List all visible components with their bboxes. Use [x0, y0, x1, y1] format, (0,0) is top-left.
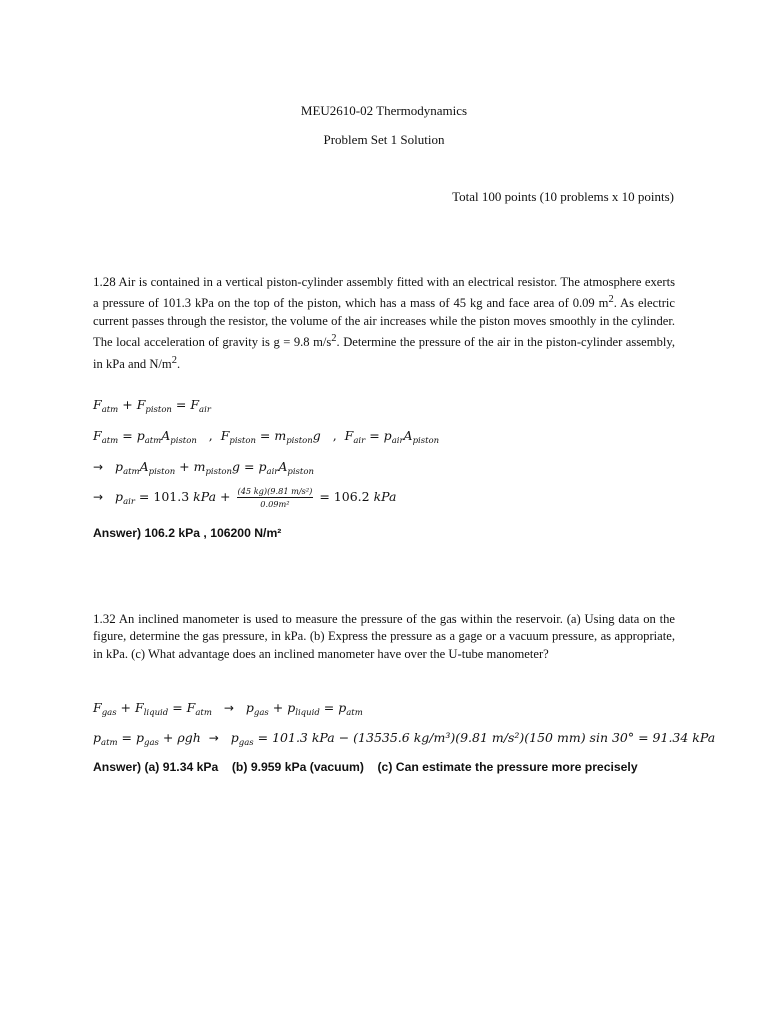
total-points: Total 100 points (10 problems x 10 points) — [452, 189, 674, 204]
equation-air-pressure: → $p_{air} = 101.3$ kPa + $\frac{\text{(45 kg)(9.81 m/s²)}}{\text{0.09m²}}$ = 106.2 kPa — [93, 486, 397, 509]
equation-tail: = 101.3 kPa − (13535.6 kg/m³)(9.81 m/s²)(150 mm) sin 30° = 91.34 kPa — [257, 730, 716, 745]
fraction-numerator: (45 kg)(9.81 m/s²) — [237, 486, 313, 496]
equation-force-definitions: $F_{atm} = p_{atm}A_{piston}$ , $F_{piston} = m_{piston}g$ , $F_{air} = p_{air}A_{piston}$ — [93, 428, 440, 446]
superscript: 2 — [331, 333, 337, 345]
problem-text: . Determine the pressure of the air in the piston-cylinder assembly, in kPa and N/m — [93, 335, 675, 371]
fraction — [237, 486, 314, 509]
problem-text: . — [176, 356, 181, 371]
problem-text: Air is contained in a vertical piston-cylinder assembly fitted with an electrical resistor. The atmosphere exerts a pressure of 101.3 kPa on the top of the piston, which has a mass of 45 kg and face area of 0.09 m — [93, 275, 675, 311]
course-title: MEU2610-02 Thermodynamics — [300, 103, 468, 118]
arrow-icon: → — [93, 490, 104, 504]
problem-number: 1.28 — [93, 274, 116, 289]
answer-1: Answer) 106.2 kPa , 106200 N/m² — [93, 526, 282, 540]
arrow-icon: → — [208, 731, 219, 745]
superscript: 2 — [608, 294, 614, 306]
equation-force-balance: $F_{atm} + F_{piston} = F_{air}$ — [93, 397, 211, 415]
fraction-denominator: 0.09m² — [260, 499, 290, 509]
arrow-icon: → — [93, 460, 104, 474]
equation-force-balance-gas: $F_{gas} + F_{liquid} = F_{atm}$ → $p_{gas} + p_{liquid} = p_{atm}$ — [93, 700, 363, 718]
problem-1-statement — [93, 273, 675, 373]
problem-text: An inclined manometer is used to measure the pressure of the gas within the reservoir. (a) Using data on the figure, determine the gas pressure, in kPa. (b) Express the pressure as a gage or a vacuum pressure, as appropriate, in kPa. (c) What advantage does an inclined manometer have over the U-tube manometer? — [93, 612, 675, 661]
problem-2-statement — [93, 610, 675, 663]
answer-2: Answer) (a) 91.34 kPa (b) 9.959 kPa (vacuum) (c) Can estimate the pressure more precisely — [93, 760, 638, 774]
document-subtitle: Problem Set 1 Solution — [323, 132, 445, 147]
superscript: 2 — [171, 354, 177, 366]
equation-pressure-balance: → $p_{atm}A_{piston} + m_{piston}g = p_{air}A_{piston}$ — [93, 459, 314, 477]
equation-gas-pressure: $p_{atm} = p_{gas} + \rho gh \to p_{gas} = 101.3$ kPa − (13535.6 kg/m³)(9.81 m/s²)(150 mm) sin 30° = 91.34 kPa — [93, 730, 716, 748]
problem-number: 1.32 — [93, 611, 116, 626]
problem-text: . As electric current passes through the resistor, the volume of the air increases while the piston moves smoothly in the cylinder. The local acceleration of gravity is g = 9.8 m/s — [93, 296, 675, 350]
arrow-icon: → — [223, 701, 234, 715]
